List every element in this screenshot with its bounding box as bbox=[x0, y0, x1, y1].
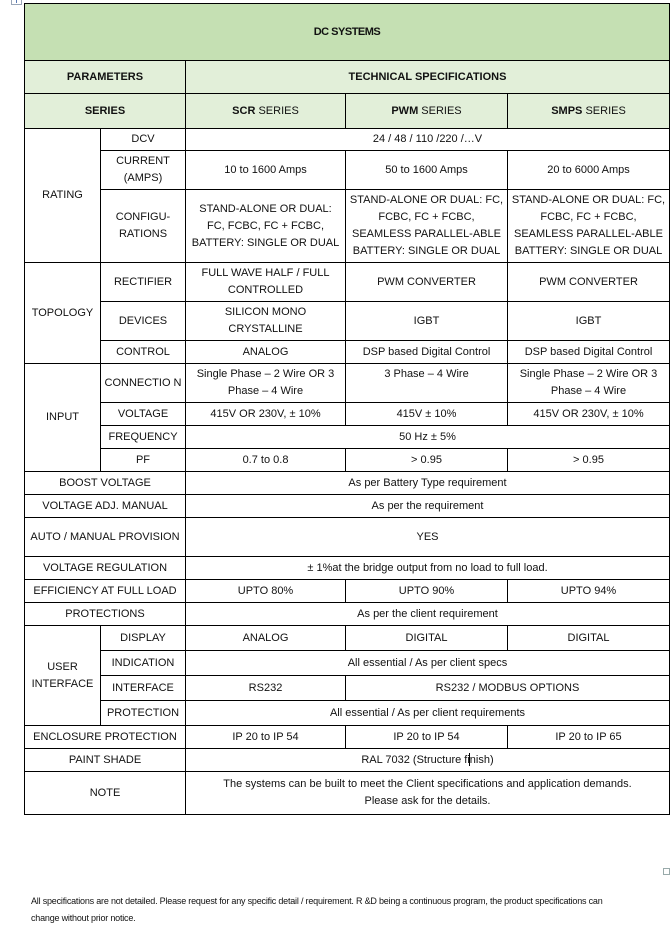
value-efficiency-scr: UPTO 80% bbox=[186, 580, 346, 603]
header-row bbox=[25, 61, 670, 94]
table-row bbox=[25, 263, 670, 302]
param-pf: PF bbox=[101, 449, 186, 472]
table-row bbox=[25, 518, 670, 557]
param-control: CONTROL bbox=[101, 341, 186, 364]
series-scr-name: SCR bbox=[232, 104, 256, 117]
param-paint-shade: PAINT SHADE bbox=[25, 749, 186, 772]
value-rectifier-scr: FULL WAVE HALF / FULL CONTROLLED bbox=[186, 263, 346, 302]
param-note: NOTE bbox=[25, 772, 186, 815]
title-row bbox=[25, 4, 670, 61]
value-current-scr: 10 to 1600 Amps bbox=[186, 151, 346, 190]
value-voltage-smps: 415V OR 230V, ± 10% bbox=[508, 403, 670, 426]
param-configurations: CONFIGU-RATIONS bbox=[101, 190, 186, 263]
value-display-pwm: DIGITAL bbox=[346, 626, 508, 651]
table-row bbox=[25, 426, 670, 449]
table-row bbox=[25, 603, 670, 626]
param-voltage-adj: VOLTAGE ADJ. MANUAL bbox=[25, 495, 186, 518]
table-row bbox=[25, 364, 670, 403]
value-note bbox=[186, 772, 670, 815]
param-devices: DEVICES bbox=[101, 302, 186, 341]
value-interface-pwm-smps: RS232 / MODBUS OPTIONS bbox=[346, 676, 670, 701]
value-control-scr: ANALOG bbox=[186, 341, 346, 364]
group-rating: RATING bbox=[25, 129, 101, 263]
param-voltage: VOLTAGE bbox=[101, 403, 186, 426]
value-voltage-scr: 415V OR 230V, ± 10% bbox=[186, 403, 346, 426]
value-devices-scr: SILICON MONO CRYSTALLINE bbox=[186, 302, 346, 341]
series-pwm-suffix: SERIES bbox=[418, 104, 462, 117]
table-row bbox=[25, 341, 670, 364]
series-smps bbox=[508, 94, 670, 129]
series-scr-suffix: SERIES bbox=[255, 104, 299, 117]
value-pf-pwm: > 0.95 bbox=[346, 449, 508, 472]
value-current-smps: 20 to 6000 Amps bbox=[508, 151, 670, 190]
table-row bbox=[25, 190, 670, 263]
value-current-pwm: 50 to 1600 Amps bbox=[346, 151, 508, 190]
series-smps-name: SMPS bbox=[551, 104, 583, 117]
value-enclosure-scr: IP 20 to IP 54 bbox=[186, 726, 346, 749]
value-protection: All essential / As per client requirements bbox=[186, 701, 670, 726]
series-pwm-name: PWM bbox=[391, 104, 419, 117]
value-display-smps: DIGITAL bbox=[508, 626, 670, 651]
value-efficiency-pwm: UPTO 90% bbox=[346, 580, 508, 603]
value-connection-scr: Single Phase – 2 Wire OR 3 Phase – 4 Wire bbox=[186, 364, 346, 403]
param-auto-manual: AUTO / MANUAL PROVISION bbox=[25, 518, 186, 557]
page-title: DC SYSTEMS bbox=[25, 4, 670, 61]
value-voltage-adj: As per the requirement bbox=[186, 495, 670, 518]
parameters-header: PARAMETERS bbox=[25, 61, 186, 94]
table-move-handle[interactable] bbox=[11, 0, 22, 5]
param-dcv: DCV bbox=[101, 129, 186, 151]
table-row bbox=[25, 726, 670, 749]
value-dcv: 24 / 48 / 110 /220 /…V bbox=[186, 129, 670, 151]
table-row bbox=[25, 701, 670, 726]
param-current: CURRENT (AMPS) bbox=[101, 151, 186, 190]
value-rectifier-smps: PWM CONVERTER bbox=[508, 263, 670, 302]
series-smps-suffix: SERIES bbox=[582, 104, 626, 117]
value-interface-scr: RS232 bbox=[186, 676, 346, 701]
series-row bbox=[25, 94, 670, 129]
value-voltage-pwm: 415V ± 10% bbox=[346, 403, 508, 426]
value-protections: As per the client requirement bbox=[186, 603, 670, 626]
param-voltage-regulation: VOLTAGE REGULATION bbox=[25, 557, 186, 580]
table-row bbox=[25, 626, 670, 651]
table-row bbox=[25, 129, 670, 151]
value-config-scr: STAND-ALONE OR DUAL: FC, FCBC, FC + FCBC, BATTERY: SINGLE OR DUAL bbox=[186, 190, 346, 263]
group-user-interface: USER INTERFACE bbox=[25, 626, 101, 726]
value-voltage-regulation: ± 1%at the bridge output from no load to full load. bbox=[186, 557, 670, 580]
value-control-pwm: DSP based Digital Control bbox=[346, 341, 508, 364]
param-protections: PROTECTIONS bbox=[25, 603, 186, 626]
value-paint-shade[interactable] bbox=[186, 749, 670, 772]
specs-table bbox=[24, 3, 670, 815]
table-row bbox=[25, 403, 670, 426]
table-row bbox=[25, 151, 670, 190]
table-row bbox=[25, 472, 670, 495]
table-row bbox=[25, 676, 670, 701]
table-row bbox=[25, 580, 670, 603]
footer-disclaimer: All specifications are not detailed. Please request for any specific detail / requirement. R &D being a continuous program, the product specifications can change without prior notice. bbox=[31, 896, 603, 923]
paint-shade-text-a: RAL 7032 (Structure fi bbox=[361, 753, 470, 766]
value-pf-scr: 0.7 to 0.8 bbox=[186, 449, 346, 472]
value-enclosure-pwm: IP 20 to IP 54 bbox=[346, 726, 508, 749]
value-devices-pwm: IGBT bbox=[346, 302, 508, 341]
value-connection-pwm: 3 Phase – 4 Wire bbox=[346, 364, 508, 403]
param-protection: PROTECTION bbox=[101, 701, 186, 726]
param-efficiency: EFFICIENCY AT FULL LOAD bbox=[25, 580, 186, 603]
value-config-pwm: STAND-ALONE OR DUAL: FC, FCBC, FC + FCBC, SEAMLESS PARALLEL-ABLE BATTERY: SINGLE OR DUAL bbox=[346, 190, 508, 263]
param-rectifier: RECTIFIER bbox=[101, 263, 186, 302]
table-row bbox=[25, 749, 670, 772]
param-indication: INDICATION bbox=[101, 651, 186, 676]
table-row bbox=[25, 651, 670, 676]
technical-specifications-header: TECHNICAL SPECIFICATIONS bbox=[186, 61, 670, 94]
value-config-smps: STAND-ALONE OR DUAL: FC, FCBC, FC + FCBC, SEAMLESS PARALLEL-ABLE BATTERY: SINGLE OR DUAL bbox=[508, 190, 670, 263]
series-pwm bbox=[346, 94, 508, 129]
param-display: DISPLAY bbox=[101, 626, 186, 651]
value-enclosure-smps: IP 20 to IP 65 bbox=[508, 726, 670, 749]
value-indication: All essential / As per client specs bbox=[186, 651, 670, 676]
group-input: INPUT bbox=[25, 364, 101, 472]
value-auto-manual: YES bbox=[186, 518, 670, 557]
value-display-scr: ANALOG bbox=[186, 626, 346, 651]
table-row bbox=[25, 557, 670, 580]
table-row bbox=[25, 495, 670, 518]
param-connection: CONNECTIO N bbox=[101, 364, 186, 403]
value-frequency: 50 Hz ± 5% bbox=[186, 426, 670, 449]
table-row bbox=[25, 772, 670, 815]
param-interface: INTERFACE bbox=[101, 676, 186, 701]
paint-shade-text-b: nish) bbox=[469, 753, 494, 766]
param-frequency: FREQUENCY bbox=[101, 426, 186, 449]
table-resize-handle[interactable] bbox=[663, 868, 670, 875]
value-boost-voltage: As per Battery Type requirement bbox=[186, 472, 670, 495]
param-boost-voltage: BOOST VOLTAGE bbox=[25, 472, 186, 495]
table-row bbox=[25, 302, 670, 341]
note-line-2: Please ask for the details. bbox=[364, 795, 491, 807]
table-row bbox=[25, 449, 670, 472]
value-connection-smps: Single Phase – 2 Wire OR 3 Phase – 4 Wire bbox=[508, 364, 670, 403]
value-control-smps: DSP based Digital Control bbox=[508, 341, 670, 364]
value-efficiency-smps: UPTO 94% bbox=[508, 580, 670, 603]
value-pf-smps: > 0.95 bbox=[508, 449, 670, 472]
group-topology: TOPOLOGY bbox=[25, 263, 101, 364]
series-label: SERIES bbox=[25, 94, 186, 129]
note-line-1: The systems can be built to meet the Client specifications and application demands. bbox=[223, 778, 632, 790]
value-devices-smps: IGBT bbox=[508, 302, 670, 341]
series-scr bbox=[186, 94, 346, 129]
param-enclosure: ENCLOSURE PROTECTION bbox=[25, 726, 186, 749]
value-rectifier-pwm: PWM CONVERTER bbox=[346, 263, 508, 302]
